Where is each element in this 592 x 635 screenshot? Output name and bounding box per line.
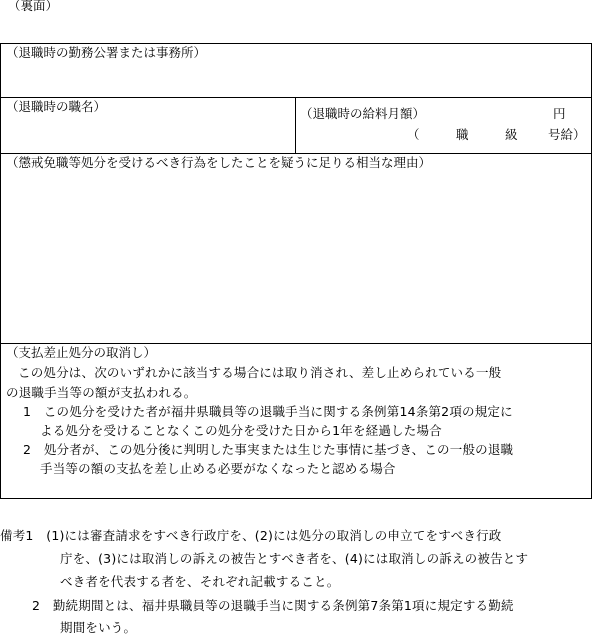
divider-position — [0, 153, 592, 154]
salary-paren-open: （ — [407, 127, 420, 142]
office-label: （退職時の勤務公署または事務所） — [6, 45, 207, 60]
cancel-intro-line2: の退職手当等の額が支払われる。 — [6, 385, 197, 400]
cancel-label: （支払差止処分の取消し） — [6, 345, 157, 360]
cancel-item1-line1: 1 この処分を受けた者が福井県職員等の退職手当に関する条例第14条第2項の規定に — [23, 404, 513, 419]
salary-shoku: 職 — [456, 127, 469, 142]
divider-salary — [295, 97, 296, 153]
salary-unit: 円 — [553, 106, 566, 121]
cancel-item1-line2: よる処分を受けることなくこの処分を受けた日から1年を経過した場合 — [40, 423, 442, 438]
cancel-intro-line1: この処分は、次のいずれかに該当する場合には取り消され、差し止められている一般 — [18, 365, 502, 380]
reason-label: （懲戒免職等処分を受けるべき行為をしたことを疑うに足りる相当な理由） — [6, 155, 432, 170]
note1-line1: 備考1 (1)には審査請求をすべき行政庁を、(2)には処分の取消しの申立てをすべき行政 — [0, 528, 502, 543]
note1-line3: べき者を代表する者を、それぞれ記載すること。 — [60, 574, 340, 589]
salary-label: （退職時の給料月額） — [300, 106, 426, 121]
cancel-item2-line2: 手当等の額の支払を差し止める必要がなくなったと認める場合 — [40, 461, 396, 476]
salary-kyu: 級 — [505, 127, 518, 142]
divider-reason — [0, 343, 592, 344]
note2-line2: 期間をいう。 — [60, 620, 137, 635]
note1-line2: 庁を、(3)には取消しの訴えの被告とすべき者を、(4)には取消しの訴えの被告とす — [60, 551, 529, 566]
salary-gokyu: 号給） — [548, 127, 586, 142]
cancel-item2-line1: 2 処分者が、この処分後に判明した事実または生じた事情に基づき、この一般の退職 — [23, 442, 514, 457]
side-label: （裏面） — [8, 0, 59, 13]
divider-office — [0, 97, 592, 98]
position-label: （退職時の職名） — [6, 99, 107, 114]
note2-line1: 2 勤続期間とは、福井県職員等の退職手当に関する条例第7条第1項に規定する勤続 — [32, 598, 514, 613]
